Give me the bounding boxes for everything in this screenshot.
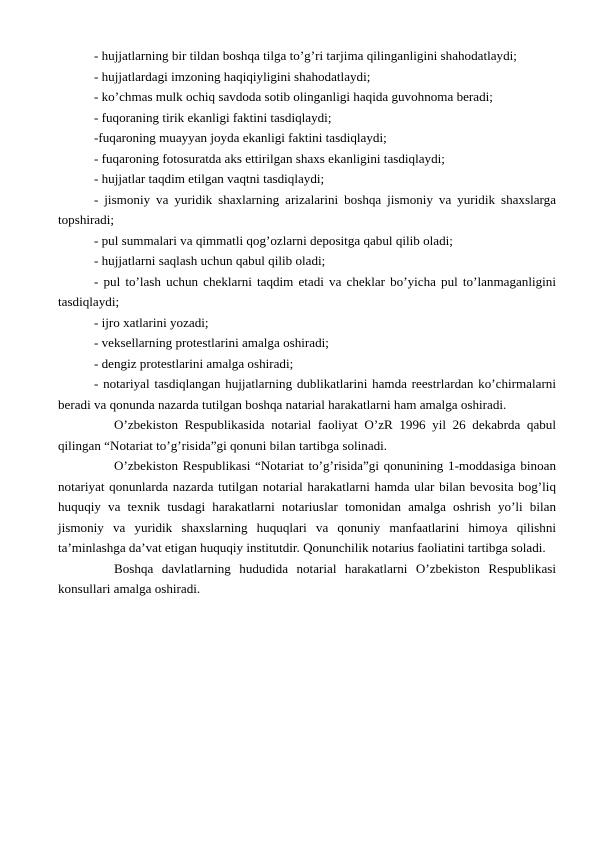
list-item: -fuqaroning muayyan joyda ekanligi faktini tasdiqlaydi; bbox=[94, 130, 387, 145]
list-item: - ko’chmas mulk ochiq savdoda sotib olinganligi haqida guvohnoma beradi; bbox=[94, 89, 493, 104]
list-item: - hujjatlarning bir tildan boshqa tilga to’g’ri tarjima qilinganligini shahodatlaydi; bbox=[94, 48, 517, 63]
list-item: - fuqoraning tirik ekanligi faktini tasdiqlaydi; bbox=[94, 109, 332, 125]
body-paragraph: Boshqa davlatlarning hududida notarial harakatlarni O’zbekiston Respublikasi konsullari amalga oshiradi. bbox=[58, 560, 556, 596]
body-paragraph: O’zbekiston Respublikasida notarial faoliyat O’zR 1996 yil 26 dekabrda qabul qilingan “Notariat to’g’risida”gi qonuni bilan tartibga solinadi. bbox=[58, 417, 556, 453]
list-item: - veksellarning protestlarini amalga oshiradi; bbox=[94, 335, 329, 350]
list-item: - pul to’lash uchun cheklarni taqdim etadi va cheklar bo’yicha pul to’lanmaganligini tasdiqlaydi; bbox=[58, 273, 556, 309]
document-page bbox=[58, 46, 556, 600]
body-paragraph: O’zbekiston Respublikasi “Notariat to’g’risida”gi qonunining 1-moddasiga binoan notariyat qonunlarda nazarda tutilgan notarial harakatlarni hamda ular bilan bevosita bog’liq huquqiy va texnik tusdagi harakatlarni notariuslar tomonidan amalga oshrish yo’li bilan jismoniy va yuridik shaxslarning huquqlari va qonuniy manfaatlarini himoya qilishni ta’minlashga da’vat etigan huquqiy institutdir. Qonunchilik notarius faoliatini tartibga soladi. bbox=[58, 458, 556, 555]
list-item: - hujjatlarni saqlash uchun qabul qilib oladi; bbox=[94, 253, 326, 268]
list-item: - hujjatlardagi imzoning haqiqiyligini shahodatlaydi; bbox=[94, 68, 371, 84]
list-item: - notariyal tasdiqlangan hujjatlarning dublikatlarini hamda reestrlardan ko’chirmalarni beradi va qonunda nazarda tutilgan boshqa natarial harakatlarni ham amalga oshiradi. bbox=[58, 376, 556, 412]
list-item: - fuqaroning fotosuratda aks ettirilgan shaxs ekanligini tasdiqlaydi; bbox=[94, 150, 445, 166]
list-item: - jismoniy va yuridik shaxlarning arizalarini boshqa jismoniy va yuridik shaxslarga topshiradi; bbox=[58, 191, 556, 227]
list-item: - hujjatlar taqdim etilgan vaqtni tasdiqlaydi; bbox=[94, 171, 325, 186]
list-item: - dengiz protestlarini amalga oshiradi; bbox=[94, 355, 294, 371]
list-item: - ijro xatlarini yozadi; bbox=[94, 314, 209, 330]
list-item: - pul summalari va qimmatli qog’ozlarni depositga qabul qilib oladi; bbox=[94, 232, 453, 248]
